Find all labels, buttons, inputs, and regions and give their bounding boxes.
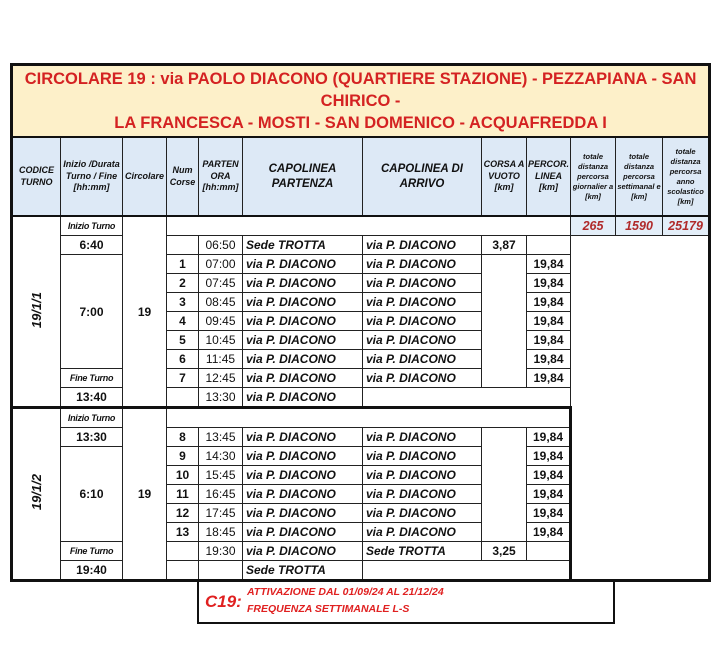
arrival-stop: via P. DIACONO	[363, 485, 482, 504]
departure-time: 14:30	[199, 447, 243, 466]
departure-stop: via P. DIACONO	[243, 255, 363, 274]
departure-time: 19:30	[199, 542, 243, 561]
trip-number: 7	[167, 369, 199, 388]
departure-stop: via P. DIACONO	[243, 485, 363, 504]
total-weekly: 1590	[616, 216, 663, 236]
trip-number: 3	[167, 293, 199, 312]
shift-code	[12, 408, 61, 581]
empty-run-km: 3,87	[482, 236, 527, 255]
blank-cell	[527, 542, 571, 561]
schedule-sheet	[10, 63, 709, 624]
note-frequency: FREQUENZA SETTIMANALE L-S	[247, 603, 410, 615]
trip-number: 9	[167, 447, 199, 466]
column-header: Inizio /Durata Turno / Fine [hh:mm]	[61, 137, 123, 216]
line-km: 19,84	[527, 255, 571, 274]
shift-duration: 6:10	[61, 447, 123, 542]
blank-cell	[363, 561, 571, 581]
departure-time: 11:45	[199, 350, 243, 369]
arrival-stop: via P. DIACONO	[363, 293, 482, 312]
arrival-stop: Sede TROTTA	[363, 542, 482, 561]
blank-area	[571, 236, 710, 581]
arrival-stop: via P. DIACONO	[363, 428, 482, 447]
line-km: 19,84	[527, 504, 571, 523]
blank-cell	[527, 236, 571, 255]
cell-text: 19/1/1	[28, 291, 44, 329]
line-km: 19,84	[527, 331, 571, 350]
table-row	[12, 137, 710, 216]
end-label: Fine Turno	[61, 542, 123, 561]
departure-time: 16:45	[199, 485, 243, 504]
blank-cell	[167, 408, 571, 428]
trip-number: 5	[167, 331, 199, 350]
departure-stop: via P. DIACONO	[243, 428, 363, 447]
line-km: 19,84	[527, 369, 571, 388]
departure-time: 07:00	[199, 255, 243, 274]
blank-cell	[199, 561, 243, 581]
arrival-stop: via P. DIACONO	[363, 504, 482, 523]
arrival-stop: via P. DIACONO	[363, 350, 482, 369]
blank-cell	[167, 388, 199, 408]
departure-stop: Sede TROTTA	[243, 236, 363, 255]
departure-stop: via P. DIACONO	[243, 542, 363, 561]
title-line1: CIRCOLARE 19 : via PAOLO DIACONO (QUARTIERE STAZIONE) - PEZZAPIANA - SAN CHIRICO -	[24, 70, 697, 110]
departure-time: 08:45	[199, 293, 243, 312]
column-header: Num Corse	[167, 137, 199, 216]
column-header: Circolare	[123, 137, 167, 216]
trip-number: 13	[167, 523, 199, 542]
cell-text: 19/1/2	[28, 474, 44, 511]
total-daily: 265	[571, 216, 616, 236]
trip-number: 11	[167, 485, 199, 504]
arrival-stop: via P. DIACONO	[363, 236, 482, 255]
title-line2: LA FRANCESCA - MOSTI - SAN DOMENICO - ACQUAFREDDA I	[114, 114, 607, 132]
shift-start: 6:40	[61, 236, 123, 255]
departure-stop: via P. DIACONO	[243, 331, 363, 350]
line-km: 19,84	[527, 293, 571, 312]
column-header: totale distanza percorsa giornalier a [km]	[571, 137, 616, 216]
line-km: 19,84	[527, 523, 571, 542]
shift-end: 19:40	[61, 561, 123, 581]
start-label: Inizio Turno	[61, 408, 123, 428]
table-row	[12, 65, 710, 138]
column-header: CAPOLINEA PARTENZA	[243, 137, 363, 216]
trip-number: 4	[167, 312, 199, 331]
table-row	[12, 236, 710, 255]
column-header: PARTEN ORA [hh:mm]	[199, 137, 243, 216]
departure-time: 15:45	[199, 466, 243, 485]
column-header: CAPOLINEA DI ARRIVO	[363, 137, 482, 216]
note-activation: ATTIVAZIONE DAL 01/09/24 AL 21/12/24	[247, 586, 444, 598]
line-km: 19,84	[527, 312, 571, 331]
departure-time: 09:45	[199, 312, 243, 331]
blank-cell	[167, 542, 199, 561]
line-km: 19,84	[527, 274, 571, 293]
departure-time: 13:30	[199, 388, 243, 408]
circolare-number: 19	[123, 216, 167, 408]
empty-run-km: 3,25	[482, 542, 527, 561]
shift-code	[12, 216, 61, 408]
trip-number: 2	[167, 274, 199, 293]
note-code: C19:	[205, 592, 242, 611]
blank-cell	[167, 561, 199, 581]
shift-start: 13:30	[61, 428, 123, 447]
circolare-number: 19	[123, 408, 167, 581]
departure-stop: via P. DIACONO	[243, 466, 363, 485]
departure-stop: via P. DIACONO	[243, 523, 363, 542]
departure-time: 06:50	[199, 236, 243, 255]
arrival-stop: via P. DIACONO	[363, 369, 482, 388]
departure-time: 12:45	[199, 369, 243, 388]
trip-number: 6	[167, 350, 199, 369]
departure-stop: via P. DIACONO	[243, 504, 363, 523]
trip-number: 8	[167, 428, 199, 447]
blank-cell	[167, 236, 199, 255]
arrival-stop: via P. DIACONO	[363, 255, 482, 274]
arrival-stop: via P. DIACONO	[363, 312, 482, 331]
line-km: 19,84	[527, 350, 571, 369]
column-header: PERCOR. LINEA [km]	[527, 137, 571, 216]
schedule-table	[10, 63, 711, 582]
end-label: Fine Turno	[61, 369, 123, 388]
departure-stop: via P. DIACONO	[243, 274, 363, 293]
departure-time: 07:45	[199, 274, 243, 293]
line-km: 19,84	[527, 447, 571, 466]
shift-end: 13:40	[61, 388, 123, 408]
blank-cell	[167, 216, 571, 236]
arrival-stop: via P. DIACONO	[363, 331, 482, 350]
line-km: 19,84	[527, 485, 571, 504]
arrival-stop: via P. DIACONO	[363, 523, 482, 542]
line-km: 19,84	[527, 466, 571, 485]
departure-stop: via P. DIACONO	[243, 369, 363, 388]
departure-stop: via P. DIACONO	[243, 350, 363, 369]
page-title	[12, 65, 710, 138]
departure-stop: via P. DIACONO	[243, 293, 363, 312]
total-yearly: 25179	[663, 216, 710, 236]
departure-stop: via P. DIACONO	[243, 447, 363, 466]
activation-note	[197, 582, 615, 624]
empty-run-km	[482, 428, 527, 542]
departure-stop: via P. DIACONO	[243, 312, 363, 331]
trip-number: 10	[167, 466, 199, 485]
arrival-stop: via P. DIACONO	[363, 274, 482, 293]
start-label: Inizio Turno	[61, 216, 123, 236]
table-row	[12, 216, 710, 236]
column-header: totale distanza percorsa anno scolastico [km]	[663, 137, 710, 216]
line-km: 19,84	[527, 428, 571, 447]
trip-number: 1	[167, 255, 199, 274]
departure-stop: Sede TROTTA	[243, 561, 363, 581]
column-header: totale distanza percorsa settimanal e [km]	[616, 137, 663, 216]
trip-number: 12	[167, 504, 199, 523]
column-header: CORSA A VUOTO [km]	[482, 137, 527, 216]
blank-cell	[363, 388, 571, 408]
departure-time: 10:45	[199, 331, 243, 350]
empty-run-km	[482, 255, 527, 388]
departure-time: 17:45	[199, 504, 243, 523]
arrival-stop: via P. DIACONO	[363, 466, 482, 485]
departure-stop: via P. DIACONO	[243, 388, 363, 408]
departure-time: 13:45	[199, 428, 243, 447]
shift-duration: 7:00	[61, 255, 123, 369]
departure-time: 18:45	[199, 523, 243, 542]
arrival-stop: via P. DIACONO	[363, 447, 482, 466]
column-header: CODICE TURNO	[12, 137, 61, 216]
